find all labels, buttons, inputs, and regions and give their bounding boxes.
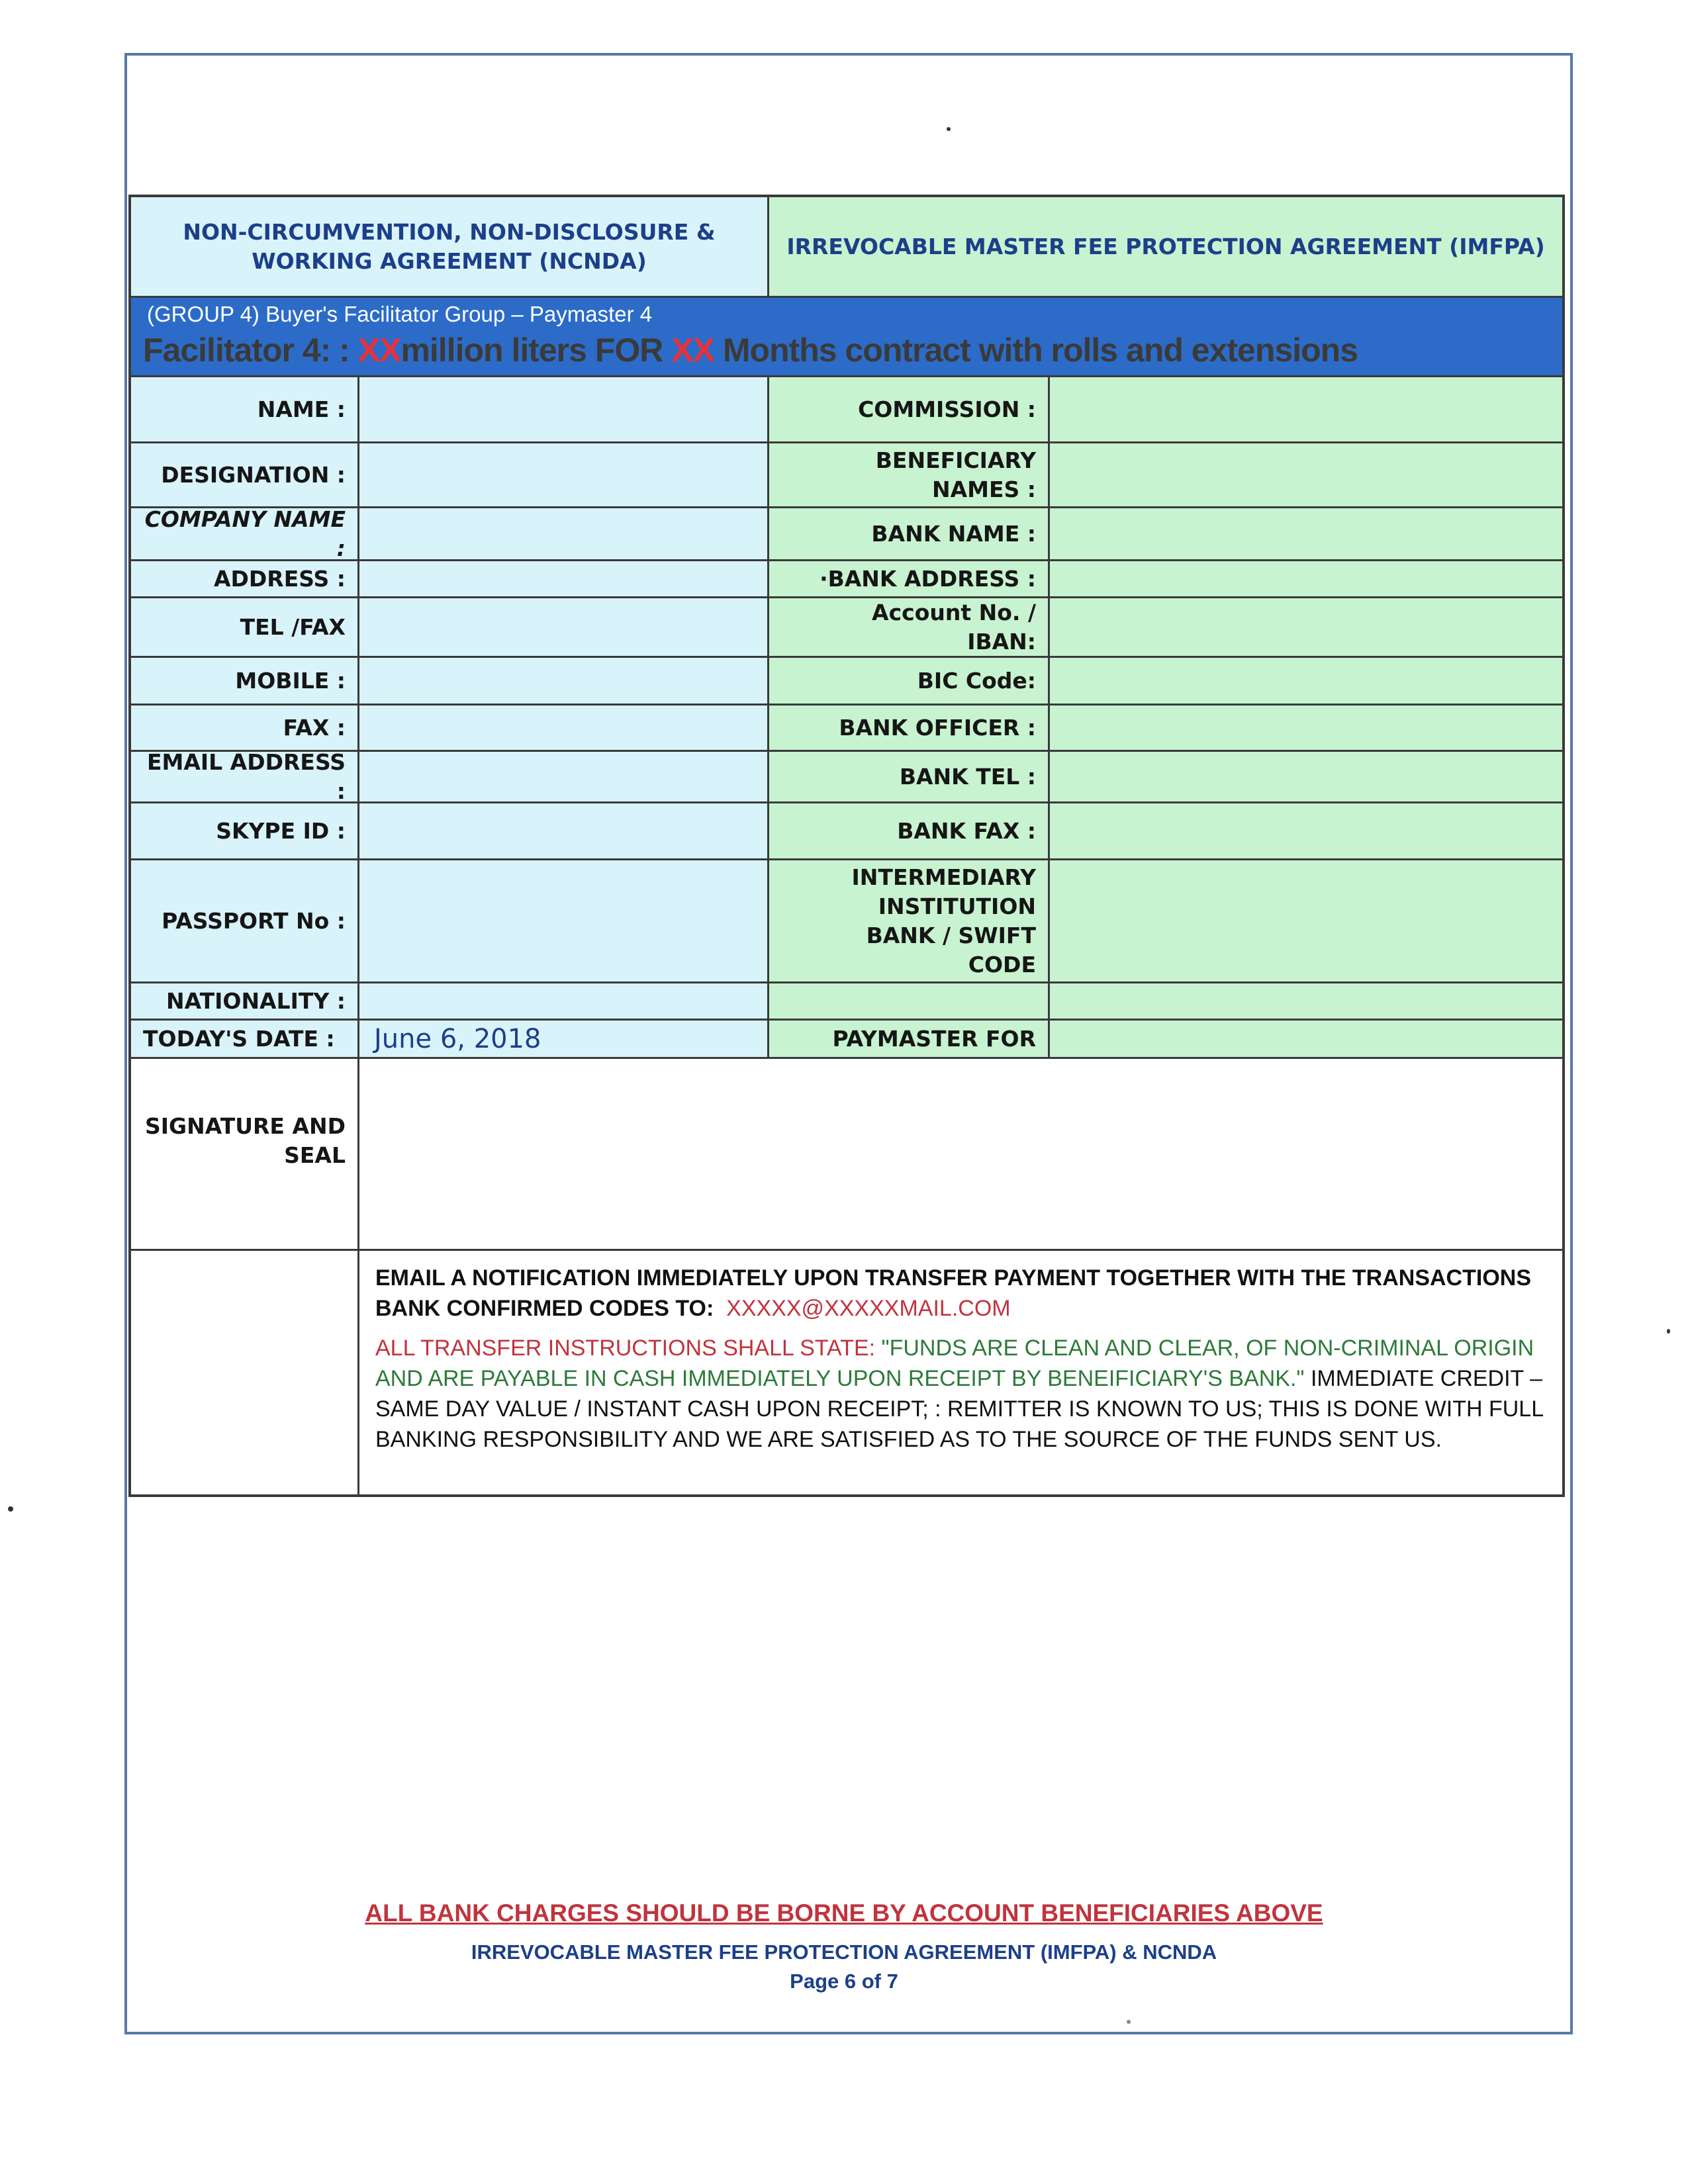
field-account-iban[interactable] [1050, 598, 1562, 658]
field-company-name[interactable] [359, 508, 769, 561]
fee-protection-form [128, 195, 1565, 1497]
label-mobile: MOBILE : [131, 658, 359, 705]
notice-credit-statement: IMMEDIATE CREDIT – SAME DAY VALUE / INSTANT CASH UPON RECEIPT; : REMITTER IS KNOWN TO US; THIS IS DONE WITH FULL BANKING RESPONSIBILITY AND WE ARE SATISFIED AS TO THE SOURCE OF THE FUNDS SENT US. [375, 1366, 1543, 1452]
facilitator-xx-liters: XX [357, 332, 401, 369]
facilitator-title [143, 331, 1358, 369]
label-signature-seal: SIGNATURE AND SEAL [131, 1059, 359, 1251]
transfer-notice [359, 1251, 1562, 1494]
todays-date-value: June 6, 2018 [374, 1023, 541, 1054]
scan-speck [1127, 2020, 1131, 2024]
label-bank-address: ·BANK ADDRESS : [769, 561, 1050, 598]
facilitator-suffix: Months contract with rolls and extensions [714, 332, 1358, 369]
label-company-name: COMPANY NAME : [131, 508, 359, 561]
label-todays-date: TODAY'S DATE : [131, 1021, 359, 1059]
field-bic-code[interactable] [1050, 658, 1562, 705]
scan-speck [8, 1506, 13, 1512]
label-account-iban: Account No. / IBAN: [769, 598, 1050, 658]
facilitator-prefix: Facilitator 4: : [143, 332, 358, 369]
notice-funds-statement: "FUNDS ARE CLEAN AND CLEAR, OF NON-CRIMINAL ORIGIN AND ARE PAYABLE IN CASH IMMEDIATELY UPON RECEIPT BY BENEIFICIARY'S BANK." [375, 1336, 1534, 1391]
label-bank-officer: BANK OFFICER : [769, 705, 1050, 752]
scan-speck [1667, 1329, 1670, 1334]
field-commission[interactable] [1050, 377, 1562, 443]
ncnda-header-text: NON-CIRCUMVENTION, NON-DISCLOSURE & WORKING AGREEMENT (NCNDA) [183, 218, 716, 274]
field-signature-seal[interactable] [359, 1059, 1562, 1251]
field-bank-tel[interactable] [1050, 752, 1562, 803]
label-passport: PASSPORT No : [131, 860, 359, 983]
label-commission: COMMISSION : [769, 377, 1050, 443]
field-todays-date[interactable] [359, 1021, 769, 1059]
bank-charges-notice: ALL BANK CHARGES SHOULD BE BORNE BY ACCOUNT BENEFICIARIES ABOVE [365, 1899, 1323, 1927]
label-bic-code: BIC Code: [769, 658, 1050, 705]
field-tel-fax[interactable] [359, 598, 769, 658]
group-band-subtitle: (GROUP 4) Buyer's Facilitator Group – Paymaster 4 [147, 302, 653, 326]
notice-email-instruction: EMAIL A NOTIFICATION IMMEDIATELY UPON TRANSFER PAYMENT TOGETHER WITH THE TRANSACTIONS BANK CONFIRMED CODES TO: [375, 1265, 1532, 1321]
field-address[interactable] [359, 561, 769, 598]
field-bank-fax[interactable] [1050, 803, 1562, 860]
label-fax: FAX : [131, 705, 359, 752]
imfpa-header [769, 197, 1562, 298]
field-bank-officer[interactable] [1050, 705, 1562, 752]
field-beneficiary-names[interactable] [1050, 443, 1562, 508]
facilitator-mid: million liters FOR [400, 332, 672, 369]
label-designation: DESIGNATION : [131, 443, 359, 508]
notice-email-address[interactable]: XXXXX@XXXXXMAIL.COM [726, 1296, 1011, 1321]
field-bank-name[interactable] [1050, 508, 1562, 561]
field-nationality[interactable] [359, 983, 769, 1021]
field-intermediary-bank[interactable] [1050, 860, 1562, 983]
label-email: EMAIL ADDRESS : [131, 752, 359, 803]
field-fax[interactable] [359, 705, 769, 752]
facilitator-xx-months: XX [671, 332, 714, 369]
label-bank-tel: BANK TEL : [769, 752, 1050, 803]
field-bank-address[interactable] [1050, 561, 1562, 598]
label-nationality: NATIONALITY : [131, 983, 359, 1021]
notice-blank-cell [131, 1251, 359, 1494]
label-tel-fax: TEL /FAX [131, 598, 359, 658]
label-paymaster-for: PAYMASTER FOR [769, 1021, 1050, 1059]
group-band [131, 298, 1562, 377]
label-bank-fax: BANK FAX : [769, 803, 1050, 860]
label-name: NAME : [131, 377, 359, 443]
blank-right-field-cell[interactable] [1050, 983, 1562, 1021]
field-passport[interactable] [359, 860, 769, 983]
field-skype[interactable] [359, 803, 769, 860]
label-skype: SKYPE ID : [131, 803, 359, 860]
blank-right-label-cell [769, 983, 1050, 1021]
label-address: ADDRESS : [131, 561, 359, 598]
field-mobile[interactable] [359, 658, 769, 705]
label-beneficiary-names: BENEFICIARY NAMES : [769, 443, 1050, 508]
field-name[interactable] [359, 377, 769, 443]
field-paymaster-for[interactable] [1050, 1021, 1562, 1059]
label-intermediary-bank: INTERMEDIARY INSTITUTION BANK / SWIFT CODE [769, 860, 1050, 983]
label-bank-name: BANK NAME : [769, 508, 1050, 561]
notice-instructions-label: ALL TRANSFER INSTRUCTIONS SHALL STATE: [375, 1336, 876, 1361]
imfpa-header-text: IRREVOCABLE MASTER FEE PROTECTION AGREEMENT (IMFPA) [786, 233, 1545, 259]
ncnda-header [131, 197, 769, 298]
scan-speck [947, 127, 951, 131]
field-designation[interactable] [359, 443, 769, 508]
field-email[interactable] [359, 752, 769, 803]
footer-title: IRREVOCABLE MASTER FEE PROTECTION AGREEMENT (IMFPA) & NCNDA [471, 1940, 1217, 1964]
page-number: Page 6 of 7 [790, 1970, 898, 1993]
